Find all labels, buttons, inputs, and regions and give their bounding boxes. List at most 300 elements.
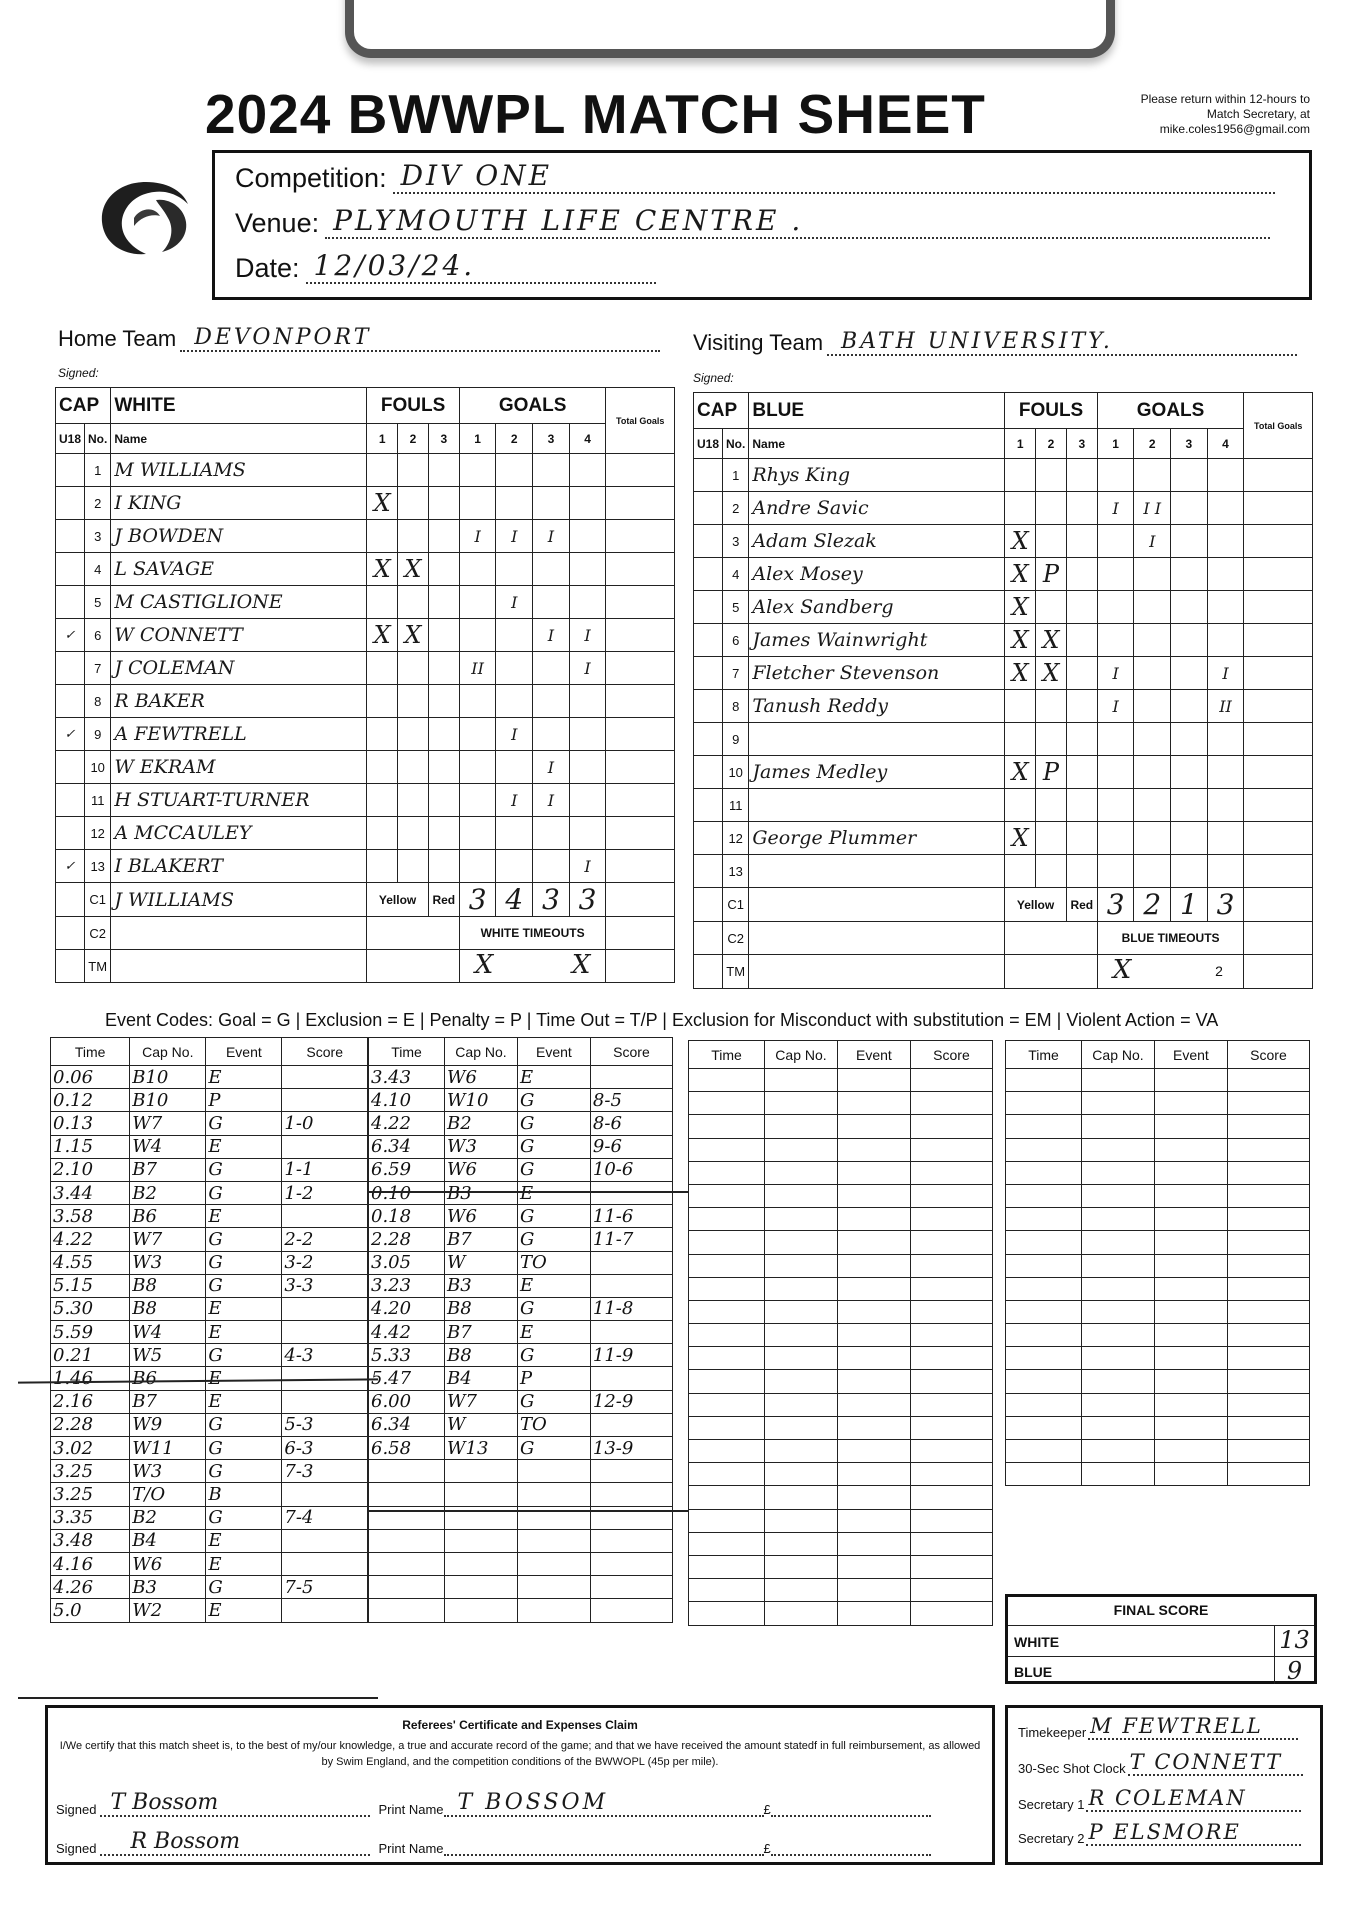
event-codes-legend: Event Codes: Goal = G | Exclusion = E | Penalty = P | Time Out = T/P | Exclusion for Misconduct with substitution = EM | Violent Action = VA xyxy=(105,1010,1219,1030)
event-cell: W2 xyxy=(130,1599,206,1622)
goal-cell xyxy=(459,784,496,817)
sheet-end-line xyxy=(18,1697,378,1699)
home-no-header: No. xyxy=(85,424,111,454)
goal-cell xyxy=(1171,492,1208,525)
shot-clock-label: 30-Sec Shot Clock xyxy=(1018,1761,1126,1776)
event-row xyxy=(51,1274,368,1297)
event-row xyxy=(689,1092,993,1115)
player-name: James Medley xyxy=(749,756,1005,789)
event-row xyxy=(369,1089,673,1112)
shot-clock-value: T CONNETT xyxy=(1129,1750,1283,1774)
cap-number: 4 xyxy=(85,553,111,586)
event-cell xyxy=(590,1251,672,1274)
event-cell: 1-0 xyxy=(282,1112,368,1135)
cap-number: 12 xyxy=(85,817,111,850)
goal-cell xyxy=(1207,855,1244,888)
away-player-row xyxy=(694,525,1313,558)
foul-cell xyxy=(1066,855,1097,888)
event-cell xyxy=(445,1529,518,1552)
event-row xyxy=(369,1344,673,1367)
foul-cell xyxy=(367,652,398,685)
goal-cell xyxy=(1097,789,1134,822)
away-goals-header: GOALS xyxy=(1097,393,1244,429)
u18-mark xyxy=(694,492,723,525)
event-cell: E xyxy=(206,1599,282,1622)
event-cell xyxy=(689,1370,765,1393)
event-cell: 5.59 xyxy=(51,1321,130,1344)
goal-cell xyxy=(1097,591,1134,624)
home-c1-name: J WILLIAMS xyxy=(111,883,367,917)
event-cell: T/O xyxy=(130,1483,206,1506)
goal-cell: I xyxy=(569,850,606,883)
event-cell: G xyxy=(206,1344,282,1367)
event-row xyxy=(1006,1138,1310,1161)
event-row xyxy=(1006,1440,1310,1463)
event-row xyxy=(369,1599,673,1622)
event-cell: W7 xyxy=(445,1390,518,1413)
event-row xyxy=(369,1529,673,1552)
total-goals-cell xyxy=(1244,459,1313,492)
event-cell xyxy=(282,1321,368,1344)
goal-cell: I xyxy=(569,619,606,652)
event-cell xyxy=(837,1324,910,1347)
event-cell xyxy=(1006,1184,1082,1207)
event-cell: 6.00 xyxy=(369,1390,445,1413)
event-cell xyxy=(1006,1231,1082,1254)
event-cell: W10 xyxy=(445,1089,518,1112)
goal-cell xyxy=(1097,525,1134,558)
goal-cell: I xyxy=(496,784,533,817)
foul-cell: P xyxy=(1036,558,1067,591)
event-cell xyxy=(1154,1115,1227,1138)
event-cell: 3.43 xyxy=(369,1066,445,1089)
goal-cell: I xyxy=(533,784,570,817)
event-cell xyxy=(765,1231,838,1254)
u18-mark xyxy=(56,553,85,586)
event-cell xyxy=(369,1552,445,1575)
away-player-row xyxy=(694,591,1313,624)
event-cell: B6 xyxy=(130,1367,206,1390)
u18-mark xyxy=(56,817,85,850)
foul-cell xyxy=(367,817,398,850)
event-cell xyxy=(1227,1208,1309,1231)
event-row xyxy=(689,1555,993,1578)
foul-cell xyxy=(367,850,398,883)
event-cell: B4 xyxy=(130,1529,206,1552)
away-player-row xyxy=(694,723,1313,756)
event-cell xyxy=(1227,1277,1309,1300)
goal-cell xyxy=(459,619,496,652)
event-cell xyxy=(1154,1161,1227,1184)
event-cell xyxy=(282,1483,368,1506)
event-row xyxy=(1006,1231,1310,1254)
home-total-header: Total Goals xyxy=(606,388,675,454)
event-cell: 8-5 xyxy=(590,1089,672,1112)
event-cell xyxy=(1082,1208,1155,1231)
signed-label-1: Signed xyxy=(56,1802,97,1817)
event-cell: P xyxy=(206,1089,282,1112)
event-cell xyxy=(445,1460,518,1483)
event-cell xyxy=(765,1370,838,1393)
event-cell: W6 xyxy=(130,1552,206,1575)
event-row xyxy=(1006,1300,1310,1323)
event-cell xyxy=(369,1483,445,1506)
event-cell xyxy=(282,1135,368,1158)
home-player-row xyxy=(56,718,675,751)
home-player-row xyxy=(56,619,675,652)
event-cell: 1.46 xyxy=(51,1367,130,1390)
event-row xyxy=(1006,1254,1310,1277)
event-cell: 7-4 xyxy=(282,1506,368,1529)
final-score-box xyxy=(1005,1594,1317,1684)
foul-cell xyxy=(428,619,459,652)
event-cell: 4.55 xyxy=(51,1251,130,1274)
foul-cell: X xyxy=(1005,558,1036,591)
event-cell xyxy=(1082,1463,1155,1486)
event-row xyxy=(51,1158,368,1181)
event-row xyxy=(1006,1347,1310,1370)
goal-cell xyxy=(496,817,533,850)
foul-cell xyxy=(1066,822,1097,855)
away-c1-name xyxy=(749,888,1005,922)
away-player-row xyxy=(694,822,1313,855)
u18-mark xyxy=(56,586,85,619)
foul-cell xyxy=(367,586,398,619)
event-cell xyxy=(1227,1115,1309,1138)
goal-cell xyxy=(533,850,570,883)
event-cell: G xyxy=(517,1112,590,1135)
goal-cell xyxy=(1171,756,1208,789)
goal-cell xyxy=(1171,624,1208,657)
event-cell: 3.44 xyxy=(51,1181,130,1204)
event-cell xyxy=(689,1092,765,1115)
event-header-cell: Time xyxy=(369,1038,445,1066)
event-cell xyxy=(765,1579,838,1602)
event-cell: 0.10 xyxy=(369,1181,445,1204)
event-cell: G xyxy=(206,1181,282,1204)
event-cell xyxy=(1006,1277,1082,1300)
event-cell xyxy=(1082,1300,1155,1323)
away-no-header: No. xyxy=(723,429,749,459)
cap-number: 9 xyxy=(723,723,749,756)
foul-cell: X xyxy=(1036,657,1067,690)
event-cell: 1.15 xyxy=(51,1135,130,1158)
event-cell xyxy=(837,1231,910,1254)
event-cell: 5.33 xyxy=(369,1344,445,1367)
event-cell xyxy=(910,1347,992,1370)
goal-cell xyxy=(1134,822,1171,855)
event-cell xyxy=(689,1440,765,1463)
event-cell xyxy=(1006,1300,1082,1323)
home-player-row xyxy=(56,520,675,553)
goal-cell xyxy=(496,454,533,487)
home-u18-header: U18 xyxy=(56,424,85,454)
event-cell: G xyxy=(206,1437,282,1460)
goal-cell: I xyxy=(533,619,570,652)
event-cell xyxy=(282,1552,368,1575)
foul-cell xyxy=(367,751,398,784)
away-roster-table: CAP BLUE FOULS GOALS Total Goals U18 No. Name 1 2 3 1 2 3 4 1 Rhys King 2 Andre Savic I I I 3 Adam Slezak X I 4 Alex Mosey X P 5 Alex Sandberg X 6 James Wainwright X X 7 Fletcher Stevenson X X I I 8 Tanush Reddy I II 9 10 James Medley X P 11 12 George Plummer X 13 C1 Yellow Red 3 2 1 3 C2 BLUE TIMEOUTS TM X 2 xyxy=(693,392,1313,989)
event-cell: 3-2 xyxy=(282,1251,368,1274)
event-cell: 7-5 xyxy=(282,1576,368,1599)
event-cell: 2-2 xyxy=(282,1228,368,1251)
foul-cell xyxy=(1036,459,1067,492)
event-cell xyxy=(689,1416,765,1439)
event-cell xyxy=(1227,1416,1309,1439)
event-cell: G xyxy=(206,1228,282,1251)
goal-cell xyxy=(1171,723,1208,756)
event-cell xyxy=(517,1483,590,1506)
event-cell: 9-6 xyxy=(590,1135,672,1158)
event-row xyxy=(689,1416,993,1439)
event-row xyxy=(1006,1393,1310,1416)
event-row xyxy=(1006,1277,1310,1300)
away-yellow-label: Yellow xyxy=(1005,888,1067,922)
cap-number: 3 xyxy=(723,525,749,558)
foul-cell xyxy=(428,553,459,586)
officials-box xyxy=(1005,1705,1323,1865)
league-logo-icon xyxy=(98,178,193,258)
goal-cell xyxy=(569,685,606,718)
away-player-row xyxy=(694,855,1313,888)
event-cell: 2.10 xyxy=(51,1158,130,1181)
event-cell xyxy=(1227,1347,1309,1370)
goal-cell xyxy=(459,751,496,784)
away-player-row xyxy=(694,624,1313,657)
event-header-cell: Cap No. xyxy=(1082,1041,1155,1069)
event-cell xyxy=(1227,1092,1309,1115)
event-cell xyxy=(1006,1092,1082,1115)
u18-mark xyxy=(694,822,723,855)
home-player-row xyxy=(56,586,675,619)
u18-mark xyxy=(56,652,85,685)
away-team-value: BATH UNIVERSITY. xyxy=(841,329,1113,354)
goal-cell: I xyxy=(533,751,570,784)
event-row xyxy=(689,1347,993,1370)
player-name: M CASTIGLIONE xyxy=(111,586,367,619)
goal-cell xyxy=(459,553,496,586)
signature-1: T Bossom xyxy=(110,1790,219,1815)
player-name xyxy=(749,855,1005,888)
home-colour-header: WHITE xyxy=(111,388,367,424)
event-cell xyxy=(837,1463,910,1486)
event-cell xyxy=(765,1138,838,1161)
event-cell xyxy=(1082,1184,1155,1207)
event-cell xyxy=(1227,1463,1309,1486)
player-name: Fletcher Stevenson xyxy=(749,657,1005,690)
home-q2-total: 4 xyxy=(496,883,533,917)
event-cell xyxy=(765,1208,838,1231)
event-row xyxy=(51,1483,368,1506)
away-team-label: Visiting Team xyxy=(693,330,824,355)
event-cell: G xyxy=(206,1158,282,1181)
home-fouls-header: FOULS xyxy=(367,388,459,424)
total-goals-cell xyxy=(1244,558,1313,591)
event-cell: 2.28 xyxy=(51,1413,130,1436)
event-cell: G xyxy=(517,1437,590,1460)
cap-number: 9 xyxy=(85,718,111,751)
event-row xyxy=(51,1205,368,1228)
total-goals-cell xyxy=(1244,789,1313,822)
foul-cell xyxy=(428,685,459,718)
foul-cell xyxy=(428,817,459,850)
foul-cell xyxy=(398,454,429,487)
foul-cell: P xyxy=(1036,756,1067,789)
event-row xyxy=(369,1066,673,1089)
event-row xyxy=(369,1205,673,1228)
event-row xyxy=(689,1370,993,1393)
total-goals-cell xyxy=(606,784,675,817)
home-timeout-2 xyxy=(508,950,557,982)
event-row xyxy=(51,1599,368,1622)
event-header-cell: Time xyxy=(689,1041,765,1069)
player-name: Alex Mosey xyxy=(749,558,1005,591)
event-cell xyxy=(910,1440,992,1463)
home-player-row xyxy=(56,487,675,520)
goal-cell xyxy=(533,454,570,487)
event-row xyxy=(1006,1069,1310,1092)
event-cell xyxy=(689,1602,765,1625)
goal-cell xyxy=(569,718,606,751)
event-row xyxy=(369,1483,673,1506)
date-value: 12/03/24. xyxy=(313,249,476,282)
event-cell xyxy=(910,1463,992,1486)
goal-cell xyxy=(1097,459,1134,492)
event-row xyxy=(51,1181,368,1204)
event-cell xyxy=(517,1529,590,1552)
event-row xyxy=(51,1506,368,1529)
event-cell: 11-7 xyxy=(590,1228,672,1251)
goal-cell xyxy=(1171,855,1208,888)
event-row xyxy=(689,1138,993,1161)
event-header-cell: Cap No. xyxy=(765,1041,838,1069)
event-cell: 5.15 xyxy=(51,1274,130,1297)
event-cell: G xyxy=(206,1460,282,1483)
away-c1-label: C1 xyxy=(723,888,749,922)
foul-cell xyxy=(428,718,459,751)
goal-cell: I xyxy=(1207,657,1244,690)
goal-cell xyxy=(496,619,533,652)
goal-cell xyxy=(1134,558,1171,591)
event-cell: 3.02 xyxy=(51,1437,130,1460)
event-cell: E xyxy=(206,1552,282,1575)
event-cell xyxy=(837,1277,910,1300)
event-row xyxy=(689,1463,993,1486)
goal-cell xyxy=(569,520,606,553)
foul-cell xyxy=(428,520,459,553)
event-cell xyxy=(517,1460,590,1483)
event-row xyxy=(369,1228,673,1251)
goal-cell xyxy=(569,784,606,817)
player-name: George Plummer xyxy=(749,822,1005,855)
event-cell: W7 xyxy=(130,1112,206,1135)
home-q3-total: 3 xyxy=(533,883,570,917)
foul-cell xyxy=(398,784,429,817)
event-cell: 6.59 xyxy=(369,1158,445,1181)
goal-cell xyxy=(1171,525,1208,558)
event-cell xyxy=(837,1300,910,1323)
event-cell xyxy=(282,1089,368,1112)
goal-cell xyxy=(533,817,570,850)
home-player-row xyxy=(56,652,675,685)
player-name: A MCCAULEY xyxy=(111,817,367,850)
event-cell: B3 xyxy=(445,1274,518,1297)
event-cell: E xyxy=(206,1367,282,1390)
goal-cell xyxy=(1134,591,1171,624)
goal-cell xyxy=(1207,459,1244,492)
home-goals-header: GOALS xyxy=(459,388,606,424)
event-cell xyxy=(910,1555,992,1578)
goal-cell xyxy=(496,850,533,883)
home-c1-label: C1 xyxy=(85,883,111,917)
away-player-row xyxy=(694,558,1313,591)
event-cell: W xyxy=(445,1251,518,1274)
goal-cell xyxy=(1097,756,1134,789)
foul-cell xyxy=(367,520,398,553)
cap-number: 8 xyxy=(85,685,111,718)
event-cell: B2 xyxy=(130,1181,206,1204)
event-cell xyxy=(1154,1300,1227,1323)
player-name: Alex Sandberg xyxy=(749,591,1005,624)
event-row xyxy=(1006,1416,1310,1439)
u18-mark xyxy=(694,789,723,822)
home-timeout-3: X xyxy=(571,950,591,980)
event-row xyxy=(51,1529,368,1552)
u18-mark xyxy=(56,751,85,784)
goal-cell xyxy=(1171,657,1208,690)
goal-cell xyxy=(1134,657,1171,690)
event-cell: E xyxy=(206,1297,282,1320)
event-cell xyxy=(1227,1370,1309,1393)
event-header-cell: Score xyxy=(590,1038,672,1066)
event-cell xyxy=(1082,1370,1155,1393)
total-goals-cell xyxy=(606,553,675,586)
event-cell xyxy=(1154,1277,1227,1300)
goal-cell xyxy=(1097,624,1134,657)
event-cell: 1-1 xyxy=(282,1158,368,1181)
final-score-white-label: WHITE xyxy=(1014,1634,1060,1650)
away-player-row xyxy=(694,657,1313,690)
event-row xyxy=(689,1277,993,1300)
event-cell: 10-6 xyxy=(590,1158,672,1181)
goal-cell: I xyxy=(496,520,533,553)
total-goals-cell xyxy=(1244,624,1313,657)
goal-cell xyxy=(1097,558,1134,591)
foul-cell xyxy=(398,487,429,520)
event-cell xyxy=(837,1579,910,1602)
goal-cell xyxy=(1171,789,1208,822)
goal-cell: I I xyxy=(1134,492,1171,525)
home-q1-total: 3 xyxy=(459,883,496,917)
event-cell xyxy=(1154,1416,1227,1439)
home-cap-header: CAP xyxy=(56,388,111,424)
event-cell xyxy=(1006,1069,1082,1092)
event-cell: TO xyxy=(517,1413,590,1436)
event-cell xyxy=(1082,1324,1155,1347)
event-log-table-4 xyxy=(1005,1040,1310,1486)
event-cell: G xyxy=(517,1135,590,1158)
event-cell: G xyxy=(206,1112,282,1135)
event-row xyxy=(689,1602,993,1625)
goal-cell: I xyxy=(1097,690,1134,723)
event-cell xyxy=(517,1599,590,1622)
goal-cell xyxy=(1207,624,1244,657)
home-player-row xyxy=(56,553,675,586)
foul-cell xyxy=(1066,723,1097,756)
event-row xyxy=(369,1297,673,1320)
goal-cell xyxy=(1207,558,1244,591)
foul-cell xyxy=(428,652,459,685)
